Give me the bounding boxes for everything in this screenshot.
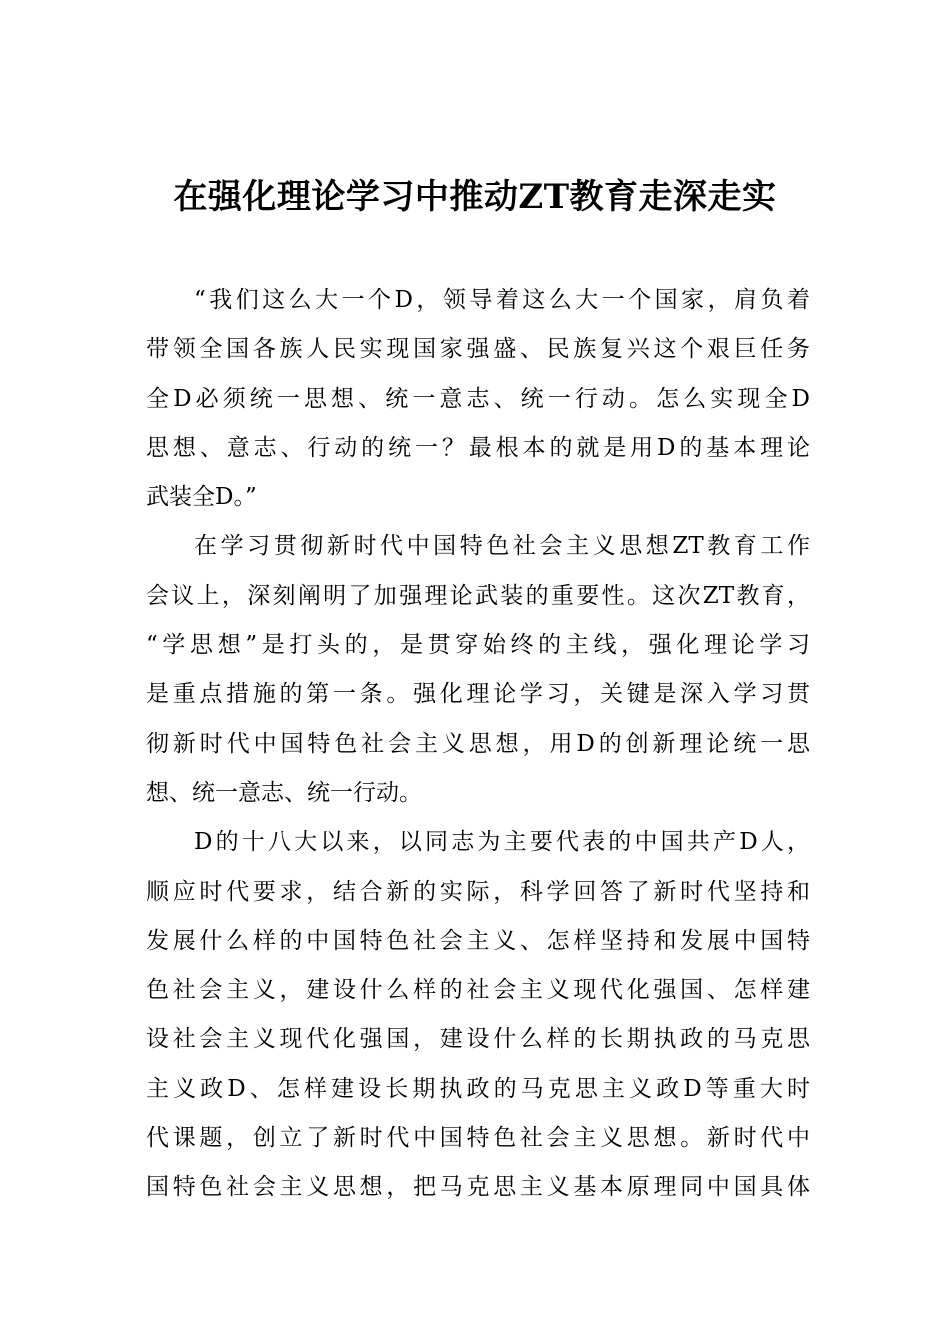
text-line: 顺应时代要求，结合新的实际，科学回答了新时代坚持和	[146, 878, 810, 905]
text-line: D的十八大以来，以同志为主要代表的中国共产D人，	[194, 829, 810, 856]
text-line: 代课题，创立了新时代中国特色社会主义思想。新时代中	[146, 1125, 810, 1152]
document-title: 在强化理论学习中推动ZT教育走深走实	[173, 177, 777, 217]
text-line: “学思想”是打头的，是贯穿始终的主线，强化理论学习	[146, 632, 810, 659]
text-line: 会议上，深刻阐明了加强理论武装的重要性。这次ZT教育，	[146, 582, 810, 609]
text-line: 全D必须统一思想、统一意志、统一行动。怎么实现全D	[146, 385, 810, 412]
paragraph-1	[146, 276, 810, 522]
text-line: 思想、意志、行动的统一？最根本的就是用D的基本理论	[146, 434, 810, 461]
text-line: 想、统一意志、统一行动。	[146, 779, 422, 806]
text-line: 主义政D、怎样建设长期执政的马克思主义政D等重大时	[146, 1075, 810, 1102]
text-line: 在学习贯彻新时代中国特色社会主义思想ZT教育工作	[194, 533, 810, 560]
document-body	[146, 276, 810, 1213]
text-line: 是重点措施的第一条。强化理论学习，关键是深入学习贯	[146, 681, 810, 708]
text-line: “我们这么大一个D，领导着这么大一个国家，肩负着	[194, 287, 810, 313]
text-line: 设社会主义现代化强国，建设什么样的长期执政的马克思	[146, 1026, 810, 1053]
text-line: 武装全D。”	[146, 484, 257, 511]
text-line: 彻新时代中国特色社会主义思想，用D的创新理论统一思	[146, 730, 810, 757]
paragraph-2	[146, 522, 810, 818]
text-line: 色社会主义，建设什么样的社会主义现代化强国、怎样建	[146, 977, 810, 1004]
text-line: 带领全国各族人民实现国家强盛、民族复兴这个艰巨任务	[146, 336, 810, 363]
text-line: 发展什么样的中国特色社会主义、怎样坚持和发展中国特	[146, 927, 810, 954]
text-line: 国特色社会主义思想，把马克思主义基本原理同中国具体	[146, 1174, 810, 1201]
paragraph-3	[146, 818, 810, 1212]
